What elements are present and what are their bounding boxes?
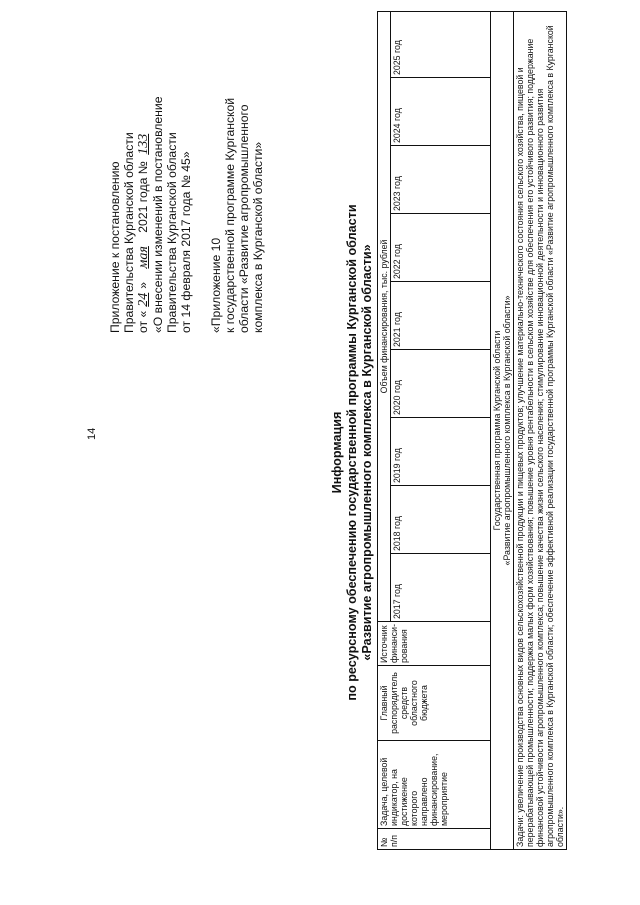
header-manager: Главный распорядитель средств областного бюджета — [378, 666, 491, 741]
header-num: № п/п — [378, 829, 491, 850]
document-title — [330, 0, 375, 905]
appendix-line: Приложение к постановлению — [108, 161, 122, 333]
header-volume: Объем финансирования, тыс. рублей — [378, 11, 391, 621]
header-task: Задача, целевой индикатор, на достижение которого направлено финансирование, мероприятие — [378, 741, 491, 829]
appendix-line: «О внесении изменений в постановление — [151, 96, 165, 333]
appendix-line: к государственной программе Курганской — [223, 97, 237, 333]
page-number: 14 — [86, 427, 98, 440]
header-year-2024: 2024 год — [391, 78, 491, 146]
date-mid: » — [136, 281, 150, 289]
date-prefix: от « — [136, 310, 150, 333]
appendix-date-line — [136, 33, 151, 333]
header-year-2019: 2019 год — [391, 418, 491, 486]
appendix-line: от 14 февраля 2017 года № 45» — [179, 151, 193, 333]
appendix-line: Правительства Курганской области — [165, 132, 179, 333]
header-year-2020: 2020 год — [391, 350, 491, 418]
tasks-row: Задачи: увеличение производства основных видов сельскохозяйственной продукции и пищевых продуктов; улучшение материально-технического состояния сельского хозяйства, пищевой и перерабатывающей промышленности; поддержка малых форм хозяйствования; повышение уровня рентабельности в сельском хозяйстве для обеспечения его устойчивого развития; поддержание финансовой устойчивости агропромышленного комплекса; повышение качества жизни сельского населения; стимулирование инновационной деятельности и инновационного развития агропромышленного комплекса в Курганской области; обеспечение эффективной реализации государственной программы Курганской области «Развитие агропромышленного комплекса в Курганской области». — [514, 11, 567, 849]
header-year-2022: 2022 год — [391, 214, 491, 282]
header-year-2017: 2017 год — [391, 554, 491, 622]
resource-table — [377, 11, 567, 850]
appendix-line: Правительства Курганской области — [122, 132, 136, 333]
program-line: Государственная программа Курганской области — [492, 330, 502, 531]
date-day: 24 — [136, 292, 151, 307]
header-source: Источник финанси-рования — [378, 622, 491, 666]
header-year-2018: 2018 год — [391, 486, 491, 554]
date-month: мая — [136, 246, 151, 269]
appendix-line: области «Развитие агропромышленного — [237, 104, 251, 333]
program-line: «Развитие агропромышленного комплекса в Курганской области» — [502, 295, 512, 566]
date-year: 2021 года № — [136, 161, 150, 233]
program-row — [491, 11, 514, 849]
appendix-block — [108, 33, 265, 333]
appendix-line: «Приложение 10 — [209, 237, 223, 333]
date-number: 133 — [136, 133, 151, 155]
header-year-2025: 2025 год — [391, 11, 491, 77]
header-year-2023: 2023 год — [391, 146, 491, 214]
header-year-2021: 2021 год — [391, 282, 491, 350]
title-line: Информация — [330, 411, 344, 494]
title-line: по ресурсному обеспечению государственной программы Курганской области — [345, 204, 359, 701]
appendix-line: комплекса в Курганской области» — [251, 141, 265, 333]
title-line: «Развитие агропромышленного комплекса в Курганской области» — [360, 244, 374, 661]
